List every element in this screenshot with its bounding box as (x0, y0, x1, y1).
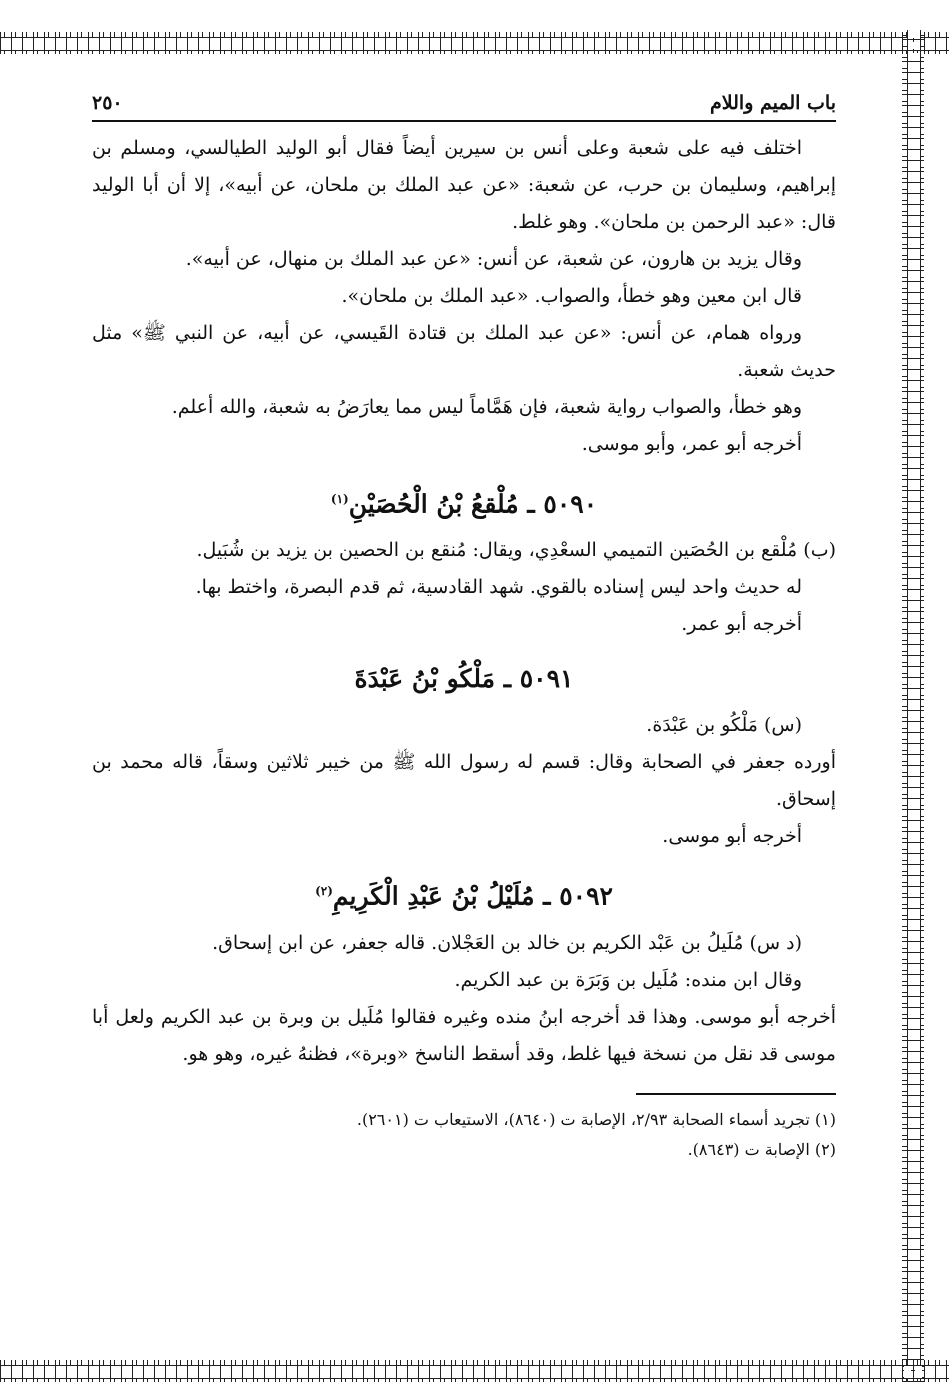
entry-heading: ٥٠٩٢ ـ مُلَيْلُ بْنُ عَبْدِ الْكَرِيمِ$^{(٢)}$ (315, 881, 613, 911)
bottom-ornamental-border (0, 1360, 949, 1382)
footnote: (١) تجريد أسماء الصحابة ٢/٩٣، الإصابة ت (٨٦٤٠)، الاستيعاب ت (٢٦٠١). (356, 1109, 836, 1129)
paragraph: (د س) مُلَيلُ بن عَبْد الكريم بن خالد بن العَجْلان. قاله جعفر، عن ابن إسحاق. (212, 931, 802, 954)
paragraph: (س) مَلْكُو بن عَبْدَة. (646, 714, 802, 737)
entry-heading: ٥٠٩٠ ـ مُلْقعُ بْنُ الْحُصَيْنِ$^{(١)}$ (330, 489, 598, 519)
paragraph: ورواه همام، عن أنس: «عن عبد الملك بن قتادة القَيسي، عن أبيه، عن النبي ﷺ» مثل حديث شعبة. (92, 322, 836, 381)
paragraph: أورده جعفر في الصحابة وقال: قسم له رسول الله ﷺ من خيبر ثلاثين وسقاً، قاله محمد بن إسحاق. (92, 751, 836, 811)
top-ornamental-border (0, 32, 949, 54)
footnote: (٢) الإصابة ت (٨٦٤٣). (687, 1139, 836, 1159)
page-number: ٢٥٠ (92, 92, 123, 114)
paragraph: أخرجه أبو موسى. وهذا قد أخرجه ابنُ منده وغيره فقالوا مُلَيل بن وبرة بن عبد الكريم ولعل أبا موسى قد نقل من نسخة فيها غلط، وقد أسقط الناسخ «وبرة»، فظنهُ غيره، وهو هو. (92, 1005, 836, 1065)
page-content (92, 88, 836, 1165)
paragraph: وهو خطأ، والصواب رواية شعبة، فإن هَمَّاماً ليس مما يعارَضُ به شعبة، والله أعلم. (171, 396, 802, 418)
footnote-marker: (٢) (315, 884, 333, 899)
paragraph: أخرجه أبو عمر. (681, 613, 802, 636)
paragraph: اختلف فيه على شعبة وعلى أنس بن سيرين أيضاً فقال أبو الوليد الطيالسي، ومسلم بن إبراهيم، وسليمان بن حرب، عن شعبة: «عن عبد الملك بن ملحان، عن أبيه»، إلا أن أبا الوليد قال: «عبد الرحمن بن ملحان». وهو غلط. (92, 137, 836, 233)
paragraph: وقال ابن منده: مُلَيل بن وَبَرَة بن عبد الكريم. (454, 968, 802, 991)
running-header (92, 88, 836, 122)
footnote-divider (636, 1093, 836, 1095)
paragraph: أخرجه أبو عمر، وأبو موسى. (581, 433, 802, 455)
paragraph: قال ابن معين وهو خطأ، والصواب. «عبد الملك بن ملحان». (341, 285, 802, 307)
paragraph: (ب) مُلْقع بن الحُصَين التميمي السعْدِي، ويقال: مُنقع بن الحصين بن يزيد بن شُبَيل. (196, 539, 836, 562)
right-ornamental-border (902, 30, 924, 1382)
paragraph: أخرجه أبو موسى. (662, 825, 802, 848)
paragraph: له حديث واحد ليس إسناده بالقوي. شهد القادسية، ثم قدم البصرة، واختط بها. (195, 576, 802, 599)
chapter-title: باب الميم واللام (710, 92, 836, 114)
footnotes (92, 1105, 836, 1165)
paragraph: وقال يزيد بن هارون، عن شعبة، عن أنس: «عن عبد الملك بن منهال، عن أبيه». (185, 248, 802, 270)
footnote-marker: (١) (330, 492, 349, 506)
entry-heading: ٥٠٩١ ـ مَلْكُو بْنُ عَبْدَةَ (354, 664, 574, 694)
